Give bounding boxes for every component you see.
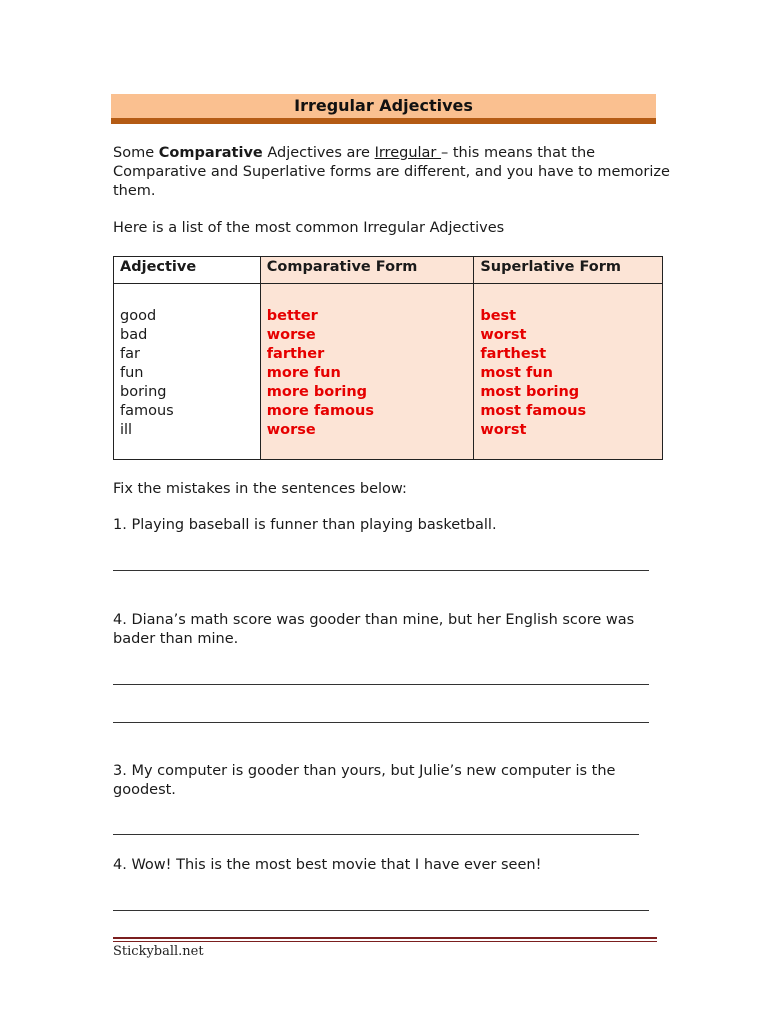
intro-text-3: – this means that the Comparative and Superlative forms are different, and you have to memorize them.: [113, 145, 670, 199]
comparative-item: more boring: [266, 384, 368, 400]
comparative-item: more famous: [266, 403, 374, 419]
exercise-3: 3. My computer is gooder than yours, but Julie’s new computer is the goodest.: [113, 763, 616, 798]
header-superlative: Superlative Form: [474, 257, 663, 284]
table-body-row: [114, 284, 663, 460]
intro-bold-term: Comparative: [158, 145, 263, 161]
intro-paragraph: [113, 144, 673, 201]
table-header-row: [114, 257, 663, 284]
adjective-item: fun: [120, 365, 144, 381]
page-title: Irregular Adjectives: [111, 94, 656, 124]
comparative-item: worse: [266, 327, 316, 343]
superlative-item: most famous: [480, 403, 587, 419]
answer-line-2a[interactable]: [113, 684, 649, 685]
header-adjective: Adjective: [114, 257, 261, 284]
adjective-cell: [114, 284, 261, 460]
superlative-item: worst: [480, 422, 527, 438]
adjective-item: famous: [120, 403, 174, 419]
exercise-2: 4. Diana’s math score was gooder than mine, but her English score was bader than mine.: [113, 612, 635, 647]
answer-line-3[interactable]: [113, 834, 639, 835]
comparative-item: worse: [266, 422, 316, 438]
footer-rule: [113, 937, 657, 939]
superlative-item: most boring: [480, 384, 580, 400]
comparative-cell: [260, 284, 474, 460]
superlative-item: farthest: [480, 346, 547, 362]
superlative-cell: [474, 284, 663, 460]
adjective-item: ill: [120, 422, 133, 438]
comparative-item: better: [266, 308, 318, 324]
adjective-list: [120, 284, 254, 440]
adjective-item: far: [120, 346, 140, 362]
adjective-item: bad: [120, 327, 148, 343]
exercise-4: 4. Wow! This is the most best movie that I have ever seen!: [113, 857, 542, 873]
comparative-list: [267, 284, 468, 440]
exercise-1: 1. Playing baseball is funner than playing basketball.: [113, 517, 497, 533]
superlative-item: best: [480, 308, 517, 324]
answer-line-1[interactable]: [113, 570, 649, 571]
intro-text-1: Some: [113, 145, 159, 161]
comparative-item: more fun: [266, 365, 341, 381]
superlative-item: worst: [480, 327, 527, 343]
adjective-item: boring: [120, 384, 167, 400]
answer-line-4[interactable]: [113, 910, 649, 911]
comparative-item: farther: [266, 346, 325, 362]
superlative-item: most fun: [480, 365, 553, 381]
intro-text-2: Adjectives are: [262, 145, 375, 161]
answer-line-2b[interactable]: [113, 722, 649, 723]
footer-rule-thin: [113, 941, 657, 942]
superlative-list: [480, 284, 656, 440]
instructions: Fix the mistakes in the sentences below:: [113, 481, 407, 497]
header-comparative: Comparative Form: [260, 257, 474, 284]
adjective-item: good: [120, 308, 157, 324]
irregular-adjectives-table: [113, 256, 663, 460]
list-intro: Here is a list of the most common Irregular Adjectives: [113, 220, 505, 236]
intro-underlined-term: Irregular: [374, 145, 442, 161]
footer-site-name: Stickyball.net: [113, 944, 204, 959]
